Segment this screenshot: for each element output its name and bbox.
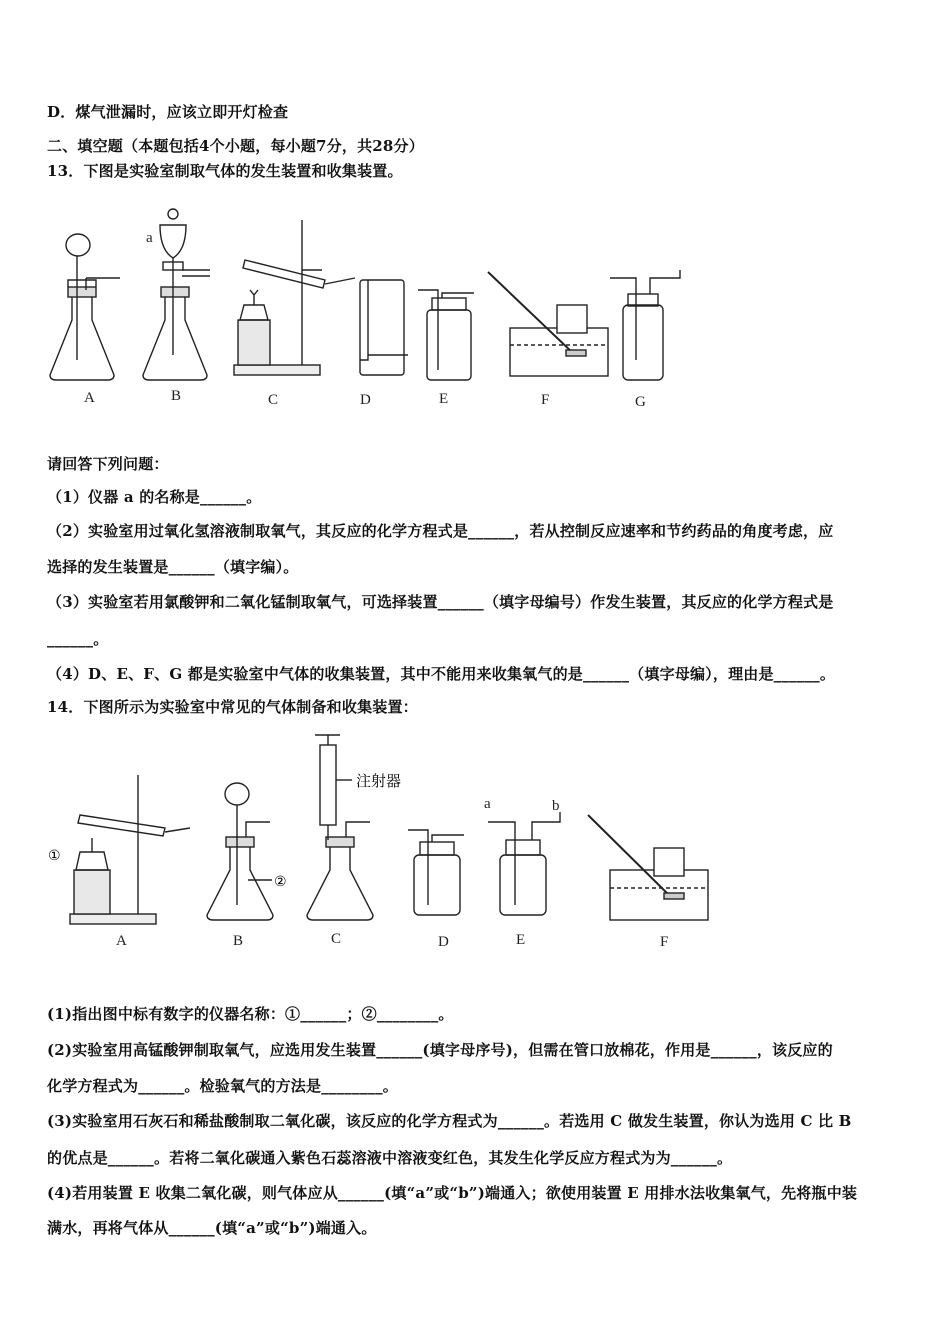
apparatus-b [207,783,273,920]
label-f: F [660,934,669,950]
question-14-stem: 14．下图所示为实验室中常见的气体制备和收集装置： [47,698,418,716]
apparatus-g [610,270,680,380]
apparatus-f [588,815,708,920]
port-b: b [552,798,560,814]
mark-1: ① [48,849,61,864]
apparatus-b [143,209,210,380]
marker-a: a [146,230,153,246]
q13-part3-cont: ______。 [47,630,109,648]
q14-part4-cont: 满水，再将气体从______(填“a”或“b”)端通入。 [47,1219,377,1237]
q13-part2-cont: 选择的发生装置是______（填字编）。 [47,558,299,576]
apparatus-f [488,272,608,376]
q13-part1: （1）仪器 a 的名称是______。 [47,488,262,506]
section-heading: 二、填空题（本题包括4个小题，每小题7分，共28分） [47,137,424,155]
label-a: A [116,933,127,949]
label-d: D [438,934,449,950]
apparatus-c [234,220,355,375]
q13-part4: （4）D、E、F、G 都是实验室中气体的收集装置，其中不能用来收集氧气的是______（填字母编），理由是______。 [47,665,836,683]
label-b: B [171,388,182,404]
apparatus-e [488,812,560,915]
apparatus-d [408,830,464,915]
q14-part2-cont: 化学方程式为______。检验氧气的方法是________。 [47,1077,399,1095]
label-e: E [439,391,449,407]
q14-part3: (3)实验室用石灰石和稀盐酸制取二氧化碳，该反应的化学方程式为______。若选用 C 做发生装置，你认为选用 C 比 B [47,1112,852,1130]
q13-apparatus-figure [40,200,720,415]
label-f: F [541,392,550,408]
apparatus-a [70,775,190,924]
syringe-label: 注射器 [356,774,402,790]
label-e: E [516,932,526,948]
label-c: C [268,392,279,408]
q13-prompt: 请回答下列问题： [47,455,169,473]
q13-part2: （2）实验室用过氧化氢溶液制取氧气，其反应的化学方程式是______，若从控制反应速率和节约药品的角度考虑，应 [47,522,834,540]
label-c: C [331,931,342,947]
port-a: a [484,796,491,812]
label-a: A [84,390,95,406]
q14-part2: (2)实验室用高锰酸钾制取氧气，应选用发生装置______(填字母序号)，但需在管口放棉花，作用是______，该反应的 [47,1041,833,1059]
label-g: G [635,394,646,410]
mark-2: ② [274,875,287,890]
q14-part1: (1)指出图中标有数字的仪器名称：①______；②________。 [47,1005,454,1023]
question-13-stem: 13．下图是实验室制取气体的发生装置和收集装置。 [47,162,403,180]
apparatus-c [307,735,373,920]
label-b: B [233,933,244,949]
apparatus-a [50,234,120,380]
q14-part4: (4)若用装置 E 收集二氧化碳，则气体应从______(填“a”或“b”)端通入；欲使用装置 E 用排水法收集氧气，先将瓶中装 [47,1184,858,1202]
q14-part3-cont: 的优点是______。若将二氧化碳通入紫色石蕊溶液中溶液变红色，其发生化学反应方程式为为______。 [47,1149,733,1167]
apparatus-d [360,280,408,375]
q14-apparatus-figure [40,730,720,955]
apparatus-e [418,290,474,380]
label-d: D [360,392,371,408]
q13-part3: （3）实验室若用氯酸钾和二氧化锰制取氧气，可选择装置______（填字母编号）作发生装置，其反应的化学方程式是 [47,593,834,611]
option-d: D．煤气泄漏时，应该立即开灯检查 [47,103,289,121]
